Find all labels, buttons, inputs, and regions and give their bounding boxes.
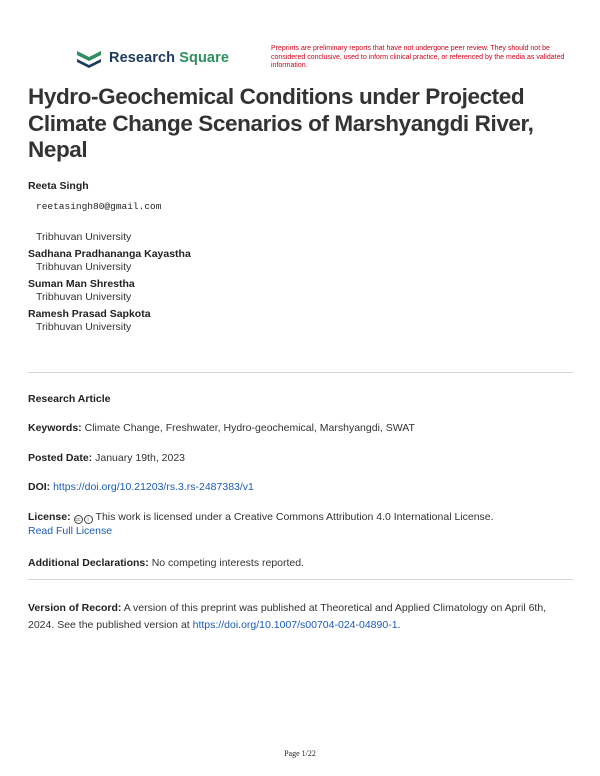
author-name: Sadhana Pradhananga Kayastha: [28, 248, 191, 260]
doi-link[interactable]: https://doi.org/10.21203/rs.3.rs-2487383/v1: [53, 481, 254, 493]
license-text: This work is licensed under a Creative Commons Attribution 4.0 International License.: [95, 511, 494, 523]
keywords-line: [28, 421, 573, 435]
published-version-link[interactable]: https://doi.org/10.1007/s00704-024-04890-1: [192, 619, 398, 631]
doi-label: DOI:: [28, 481, 51, 493]
divider: [28, 579, 573, 580]
author-affiliation: Tribhuvan University: [36, 231, 132, 243]
author-list: [28, 180, 568, 334]
version-of-record-suffix: .: [397, 619, 401, 631]
page-number: Page 1/22: [284, 749, 316, 758]
author-block: [28, 180, 568, 244]
author-name: Ramesh Prasad Sapkota: [28, 308, 151, 320]
read-full-license-link[interactable]: Read Full License: [28, 525, 113, 537]
cc-icon: cc: [75, 517, 81, 523]
research-square-logo-icon: [75, 47, 103, 69]
page-header: [75, 45, 565, 75]
keywords-value: Climate Change, Freshwater, Hydro-geochemical, Marshyangdi, SWAT: [84, 422, 415, 434]
version-of-record: [28, 600, 573, 634]
author-affiliation: Tribhuvan University: [36, 321, 132, 333]
declarations-label: Additional Declarations:: [28, 557, 149, 569]
posted-date-value: January 19th, 2023: [95, 452, 186, 464]
license-label: License:: [28, 511, 71, 523]
author-affiliation: Tribhuvan University: [36, 291, 132, 303]
author-block: [28, 278, 568, 304]
paper-title: Hydro-Geochemical Conditions under Projected Climate Change Scenarios of Marshyangdi River, Nepal: [28, 84, 534, 162]
author-block: [28, 248, 568, 274]
author-name: Suman Man Shrestha: [28, 278, 135, 290]
version-of-record-label: Version of Record:: [28, 602, 122, 614]
research-square-logo[interactable]: [75, 47, 229, 69]
keywords-label: Keywords:: [28, 422, 82, 434]
doi-line: [28, 480, 573, 494]
license-line: [28, 510, 573, 538]
article-type: Research Article: [28, 393, 111, 405]
posted-date-line: [28, 451, 573, 465]
declarations-line: [28, 556, 573, 570]
by-icon: i: [84, 515, 93, 524]
cc-license-icons: [74, 515, 93, 524]
author-affiliation: Tribhuvan University: [36, 261, 132, 273]
declarations-value: No competing interests reported.: [151, 557, 305, 569]
logo-wordmark: Research Square: [109, 50, 229, 66]
author-email[interactable]: reetasingh80@gmail.com: [36, 201, 162, 212]
preprint-disclaimer: Preprints are preliminary reports that have not undergone peer review. They should not be considered conclusive, used to inform clinical practice, or referenced by the media as validated information.: [271, 45, 565, 70]
author-name: Reeta Singh: [28, 180, 89, 192]
version-of-record-text: A version of this preprint was published at Theoretical and Applied Climatology on April 6th, 2024. See the published version at: [28, 602, 547, 631]
divider: [28, 372, 573, 373]
author-block: [28, 308, 568, 334]
posted-date-label: Posted Date:: [28, 452, 93, 464]
